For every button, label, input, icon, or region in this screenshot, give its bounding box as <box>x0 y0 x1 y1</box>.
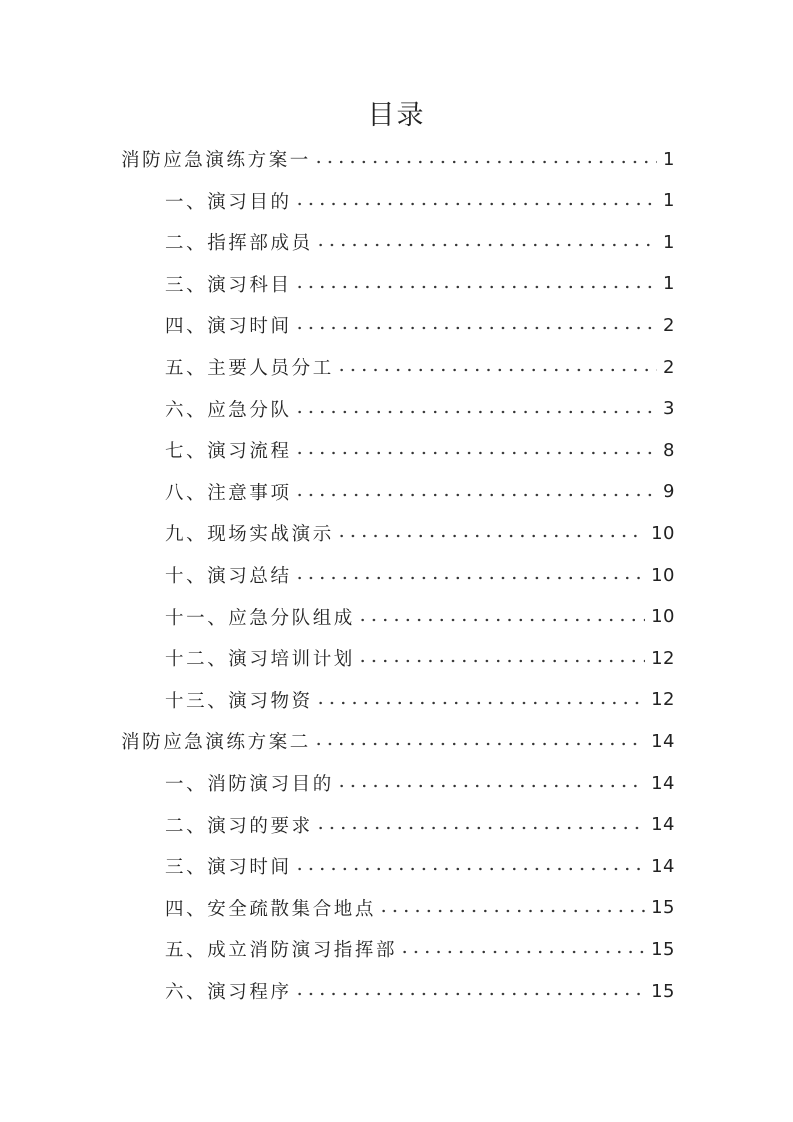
toc-dot-leader <box>294 867 645 871</box>
toc-entry[interactable] <box>165 596 675 638</box>
toc-entry[interactable] <box>165 180 675 222</box>
toc-entry-page-number: 15 <box>651 897 675 919</box>
toc-dot-leader <box>313 742 645 746</box>
toc-entry-page-number: 14 <box>651 730 675 752</box>
toc-entry-label: 二、演习的要求 <box>165 815 313 837</box>
toc-entry[interactable] <box>165 970 675 1012</box>
toc-entry[interactable] <box>165 263 675 305</box>
toc-dot-leader <box>294 992 645 996</box>
toc-entry-label: 六、演习程序 <box>165 982 292 1003</box>
toc-entry-label: 五、成立消防演习指挥部 <box>165 940 398 962</box>
toc-entry-page-number: 15 <box>651 980 675 1002</box>
toc-entry[interactable] <box>165 388 675 430</box>
toc-entry-label: 消防应急演练方案一 <box>121 150 311 171</box>
toc-dot-leader <box>315 701 645 705</box>
toc-entry-label: 消防应急演练方案二 <box>121 732 311 754</box>
toc-dot-leader <box>336 368 657 372</box>
toc-dot-leader <box>294 576 645 580</box>
toc-dot-leader <box>294 202 657 206</box>
toc-entry[interactable] <box>165 804 675 846</box>
toc-entry-page-number: 2 <box>663 314 675 336</box>
toc-entry-page-number: 10 <box>651 564 675 586</box>
toc-dot-leader <box>294 326 657 330</box>
toc-dot-leader <box>313 160 657 164</box>
toc-entry-page-number: 10 <box>651 522 675 544</box>
toc-entry-label: 九、现场实战演示 <box>165 524 334 546</box>
toc-entry-page-number: 12 <box>651 647 675 669</box>
toc-dot-leader <box>357 659 645 663</box>
toc-entry[interactable] <box>121 138 675 180</box>
toc-entry-page-number: 3 <box>663 398 675 420</box>
toc-entry[interactable] <box>165 512 675 554</box>
toc-dot-leader <box>378 909 645 913</box>
toc-entry[interactable] <box>165 928 675 970</box>
toc-entry-label: 四、安全疏散集合地点 <box>165 898 377 920</box>
toc-dot-leader <box>294 493 657 497</box>
toc-entry[interactable] <box>165 679 675 721</box>
toc-entry[interactable] <box>165 554 675 596</box>
toc-entry-page-number: 1 <box>663 148 675 170</box>
toc-entry-label: 四、演习时间 <box>165 316 292 338</box>
toc-entry[interactable] <box>121 720 675 762</box>
toc-entry[interactable] <box>165 637 675 679</box>
toc-entry-label: 一、消防演习目的 <box>165 774 334 795</box>
toc-entry-label: 十一、应急分队组成 <box>165 607 355 629</box>
toc-entry-label: 八、注意事项 <box>165 482 292 504</box>
toc-entry[interactable] <box>165 304 675 346</box>
toc-entry-page-number: 1 <box>663 190 675 212</box>
toc-dot-leader <box>294 410 657 414</box>
toc-entry-label: 二、指挥部成员 <box>165 233 313 255</box>
toc-entry-label: 三、演习时间 <box>165 857 292 879</box>
toc-dot-leader <box>294 285 657 289</box>
toc-entry-page-number: 14 <box>651 855 675 877</box>
toc-entry-label: 五、主要人员分工 <box>165 358 334 379</box>
toc-entry-label: 十二、演习培训计划 <box>165 649 355 671</box>
toc-entry-page-number: 14 <box>651 814 675 836</box>
toc-entry-label: 三、演习科目 <box>165 274 292 296</box>
toc-dot-leader <box>357 618 645 622</box>
toc-entry[interactable] <box>165 346 675 388</box>
toc-entry-page-number: 2 <box>663 356 675 378</box>
toc-entry[interactable] <box>165 221 675 263</box>
toc-dot-leader <box>294 451 657 455</box>
toc-entry-page-number: 1 <box>663 273 675 295</box>
toc-title: 目录 <box>367 100 426 131</box>
toc-dot-leader <box>315 826 645 830</box>
toc-dot-leader <box>399 950 645 954</box>
toc-entry-page-number: 1 <box>663 231 675 253</box>
toc-entry-page-number: 14 <box>651 772 675 794</box>
toc-entry[interactable] <box>165 762 675 804</box>
toc-entry-label: 一、演习目的 <box>165 191 292 213</box>
toc-entry-label: 六、应急分队 <box>165 399 292 421</box>
toc-entry[interactable] <box>165 845 675 887</box>
toc-dot-leader <box>336 534 645 538</box>
toc-entry-label: 十三、演习物资 <box>165 690 313 712</box>
toc-entry-page-number: 8 <box>663 439 675 461</box>
toc-entry-page-number: 9 <box>663 481 675 503</box>
toc-entry-page-number: 15 <box>651 938 675 960</box>
toc-entry-page-number: 12 <box>651 689 675 711</box>
toc-entry-label: 十、演习总结 <box>165 566 292 587</box>
toc-dot-leader <box>315 243 657 247</box>
toc-entry[interactable] <box>165 429 675 471</box>
toc-dot-leader <box>336 784 645 788</box>
toc-entry-page-number: 10 <box>651 606 675 628</box>
toc-entry[interactable] <box>165 887 675 929</box>
toc-entry[interactable] <box>165 471 675 513</box>
toc-entry-label: 七、演习流程 <box>165 441 292 463</box>
